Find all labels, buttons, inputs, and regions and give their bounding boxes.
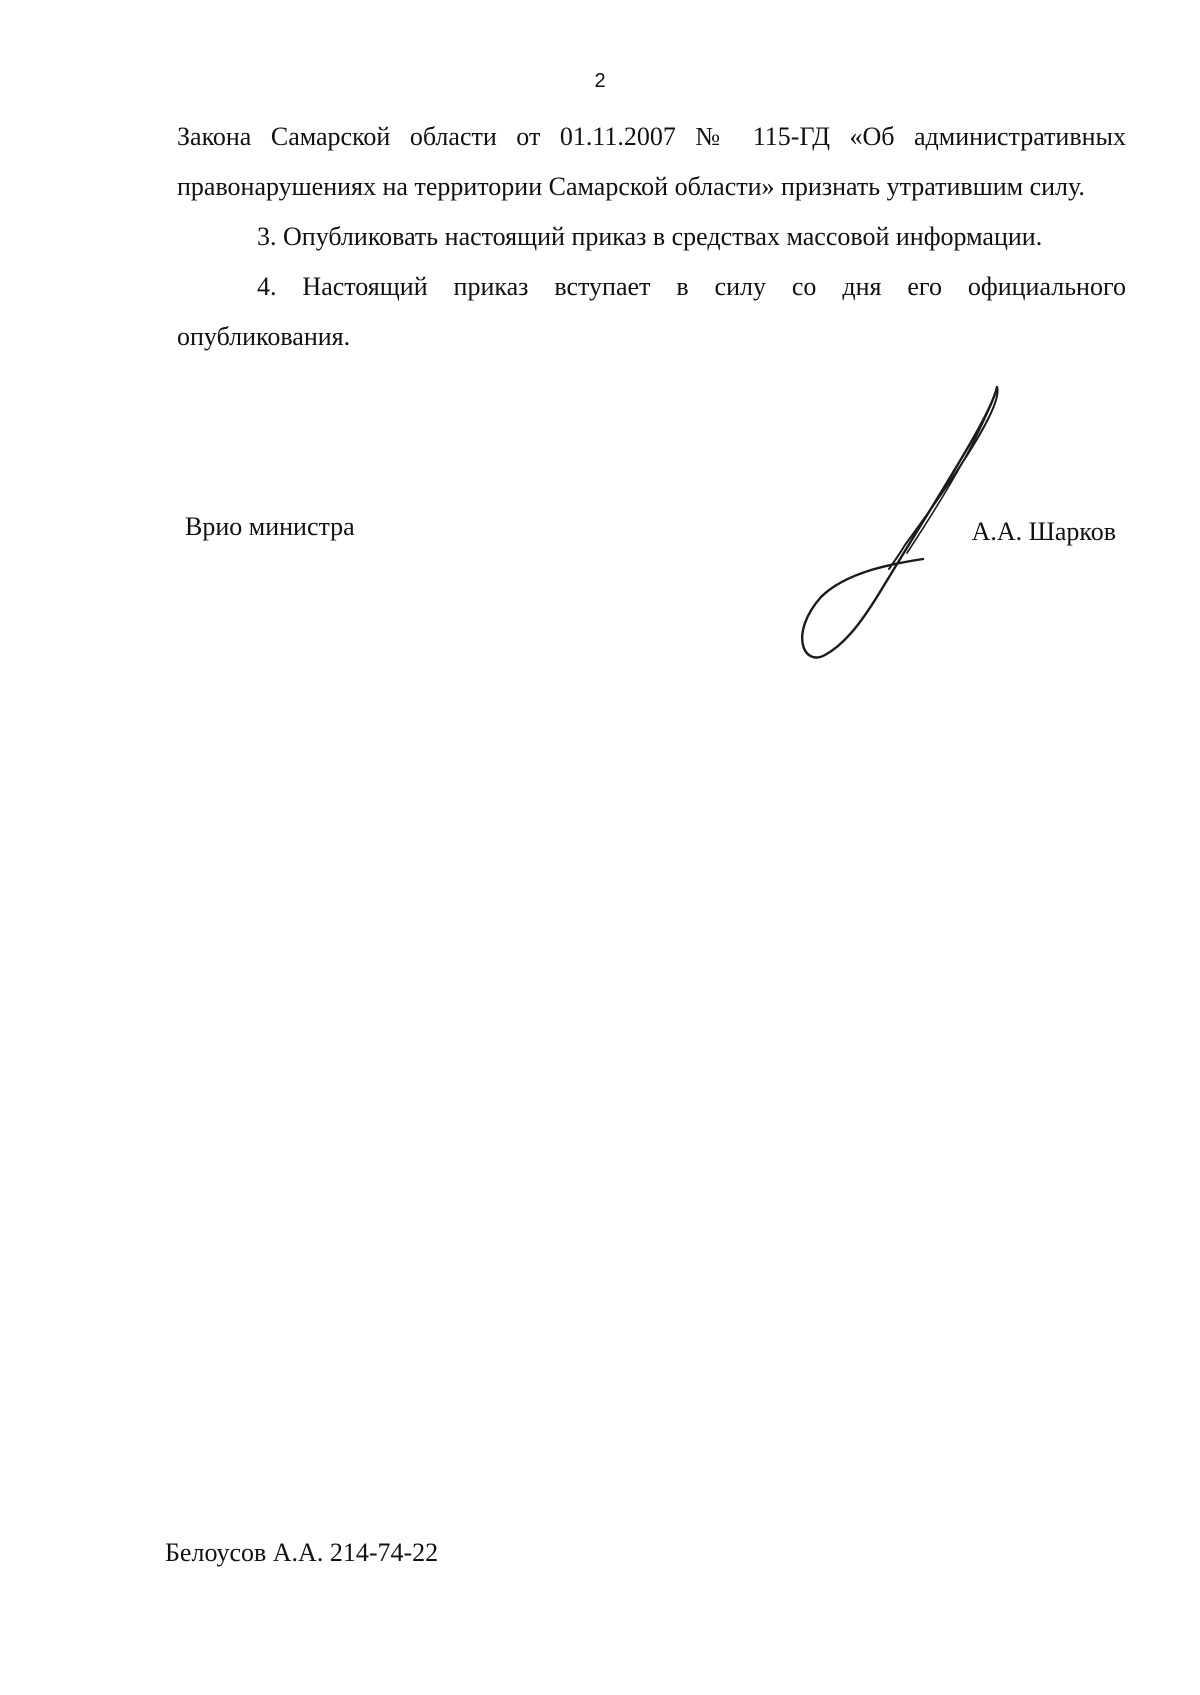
paragraph-item-4: 4. Настоящий приказ вступает в силу со дня его официального опубликования. [177,272,1126,351]
document-body [177,112,1126,362]
paragraph-continuation: Закона Самарской области от 01.11.2007 № 115-ГД «Об административных правонарушениях на территории Самарской области» признать утратившим силу. [177,122,1126,201]
signer-title: Врио министра [185,512,355,541]
signer-name: А.А. Шарков [971,517,1116,546]
executor-contact: Белоусов А.А. 214-74-22 [165,1538,439,1567]
page-number: 2 [594,70,606,92]
paragraph-item-3: 3. Опубликовать настоящий приказ в средствах массовой информации. [257,222,1043,251]
